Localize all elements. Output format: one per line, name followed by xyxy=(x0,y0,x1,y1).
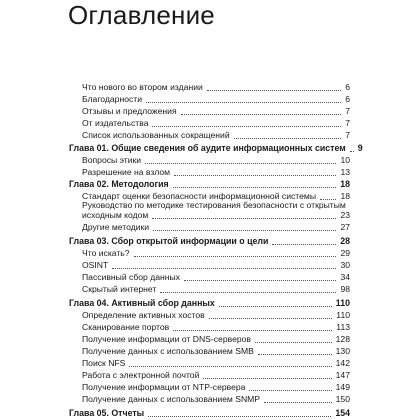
toc-page-number: 6 xyxy=(345,94,350,104)
toc-page-number: 110 xyxy=(335,298,350,308)
toc-page-number: 7 xyxy=(345,106,350,116)
dot-leader xyxy=(219,306,332,307)
toc-page-number: 28 xyxy=(340,236,350,246)
toc-page-number: 34 xyxy=(340,272,350,282)
dot-leader xyxy=(129,366,331,367)
dot-leader xyxy=(174,175,336,176)
toc-entry-label: Пассивный сбор данных xyxy=(82,272,180,282)
toc-page-number: 13 xyxy=(340,167,350,177)
toc-page-number: 149 xyxy=(335,382,350,392)
toc-page-number: 7 xyxy=(345,118,350,128)
dot-leader xyxy=(112,268,336,269)
toc-entry[interactable] xyxy=(82,346,350,357)
toc-entry[interactable] xyxy=(82,94,350,105)
toc-entry-label: Получение данных с использованием SMB xyxy=(82,346,254,356)
toc-chapter-entry[interactable] xyxy=(69,298,350,309)
toc-entry-label: Работа с электронной почтой xyxy=(82,370,200,380)
dot-leader xyxy=(152,218,336,219)
toc-page-number: 27 xyxy=(340,222,350,232)
dot-leader xyxy=(203,378,331,379)
toc-chapter-entry[interactable] xyxy=(69,143,363,154)
dot-leader xyxy=(134,256,337,257)
toc-page-number: 7 xyxy=(345,130,350,140)
toc-entry-label: Получение информации от DNS-серверов xyxy=(82,334,251,344)
toc-entry[interactable] xyxy=(82,272,350,283)
toc-entry-label: Другие методики xyxy=(82,222,150,232)
dot-leader xyxy=(153,230,336,231)
toc-entry-label: Скрытый интернет xyxy=(82,284,157,294)
toc-page-number: 9 xyxy=(357,143,363,153)
toc-entry-label: Вопросы этики xyxy=(82,155,142,165)
toc-page-number: 113 xyxy=(336,322,350,332)
dot-leader xyxy=(145,163,336,164)
toc-page-number: 130 xyxy=(335,346,350,356)
toc-page-number: 128 xyxy=(335,334,350,344)
toc-page-number: 30 xyxy=(340,260,350,270)
dot-leader xyxy=(272,244,336,245)
dot-leader xyxy=(234,138,342,139)
dot-leader xyxy=(207,90,341,91)
toc-entry-label: Сканирование портов xyxy=(82,322,170,332)
toc-page-number: 142 xyxy=(335,358,350,368)
toc-entry-label: Глава 01. Общие сведения об аудите информационных систем xyxy=(69,143,346,153)
toc-entry-label: Глава 02. Методология xyxy=(69,179,169,189)
toc-page-number: 154 xyxy=(335,408,350,418)
toc-entry[interactable] xyxy=(82,310,350,321)
toc-entry-label: Поиск NFS xyxy=(82,358,126,368)
toc-entry[interactable] xyxy=(82,284,350,295)
dot-leader xyxy=(148,416,331,417)
toc-page-number: 147 xyxy=(335,370,350,380)
toc-entry-label: Список использованных сокращений xyxy=(82,130,230,140)
toc-entry[interactable] xyxy=(82,248,350,259)
toc-entry-label: Разрешение на взлом xyxy=(82,167,171,177)
toc-entry[interactable] xyxy=(82,222,350,233)
toc-entry-label-line1: Руководство по методике тестирования безопасности с открытым xyxy=(82,200,346,210)
toc-entry-label: От издательства xyxy=(82,118,149,128)
toc-entry[interactable] xyxy=(82,130,350,141)
dot-leader xyxy=(249,390,331,391)
toc-entry-label: Глава 05. Отчеты xyxy=(69,408,145,418)
toc-entry[interactable] xyxy=(82,370,350,381)
toc-entry[interactable] xyxy=(82,167,350,178)
dot-leader xyxy=(181,114,342,115)
toc-page-number: 29 xyxy=(340,248,350,258)
toc-entry[interactable] xyxy=(82,106,350,117)
toc-entry-label: исходным кодом xyxy=(82,210,149,220)
dot-leader xyxy=(173,187,337,188)
toc-entry[interactable] xyxy=(82,382,350,393)
toc-page-number: 98 xyxy=(340,284,350,294)
toc-entry-label: Глава 04. Активный сбор данных xyxy=(69,298,215,308)
toc-page-number: 23 xyxy=(340,210,350,220)
toc-entry[interactable] xyxy=(82,322,350,333)
toc-entry[interactable] xyxy=(82,358,350,369)
toc-entry[interactable] xyxy=(82,118,350,129)
dot-leader xyxy=(209,318,333,319)
dot-leader xyxy=(184,280,336,281)
toc-entry[interactable] xyxy=(82,394,350,405)
toc-chapter-entry[interactable] xyxy=(69,236,350,247)
dot-leader xyxy=(173,330,332,331)
toc-entry-label: Благодарности xyxy=(82,94,143,104)
dot-leader xyxy=(152,126,341,127)
dot-leader xyxy=(146,102,341,103)
toc-entry-label: Стандарт оценки безопасности информационной системы xyxy=(82,191,316,201)
toc-entry-label: Отзывы и предложения xyxy=(82,106,177,116)
toc-page-number: 150 xyxy=(335,394,350,404)
dot-leader xyxy=(350,151,354,152)
toc-page-number: 18 xyxy=(340,179,350,189)
page-title: Оглавление xyxy=(68,0,215,30)
toc-entry[interactable] xyxy=(82,210,350,221)
dot-leader xyxy=(264,402,332,403)
toc-entry-label: Определение активных хостов xyxy=(82,310,205,320)
dot-leader xyxy=(255,342,332,343)
toc-entry-label: Получение информации от NTP-сервера xyxy=(82,382,246,392)
toc-entry-label: Получение данных с использованием SNMP xyxy=(82,394,261,404)
toc-entry-label: OSINT xyxy=(82,260,109,270)
toc-entry-label: Глава 03. Сбор открытой информации о цели xyxy=(69,236,269,246)
toc-page-number: 6 xyxy=(345,82,350,92)
toc-entry[interactable] xyxy=(82,82,350,93)
toc-page-number: 110 xyxy=(336,310,350,320)
toc-chapter-entry[interactable] xyxy=(69,408,350,419)
toc-entry[interactable] xyxy=(82,260,350,271)
toc-entry-label: Что искать? xyxy=(82,248,130,258)
dot-leader xyxy=(160,292,336,293)
toc-entry[interactable] xyxy=(82,334,350,345)
dot-leader xyxy=(258,354,332,355)
toc-chapter-entry[interactable] xyxy=(69,179,350,190)
toc-entry[interactable] xyxy=(82,155,350,166)
toc-page-number: 10 xyxy=(340,155,350,165)
toc-entry-label: Что нового во втором издании xyxy=(82,82,203,92)
toc-page-number: 18 xyxy=(340,191,350,201)
